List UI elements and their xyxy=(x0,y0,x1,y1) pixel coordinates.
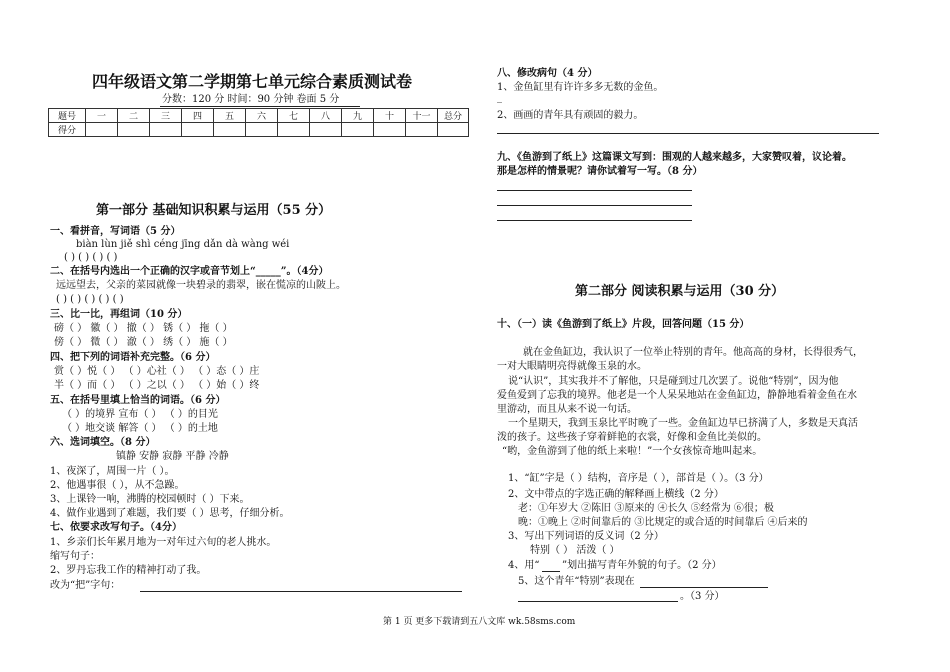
q3-row1: 磅（ ） 徽（ ） 撤（ ） 锈（ ） 拖（ ） xyxy=(54,323,233,334)
passage-line: 一对大眼睛明亮得就像玉泉的水。 xyxy=(497,361,647,372)
q5-row1: （ ）的境界 宣布（ ） （ ）的目光 xyxy=(62,409,218,420)
read-q5: 5、这个青年“特别”表现在 xyxy=(518,576,635,587)
read-q4-post: ”划出描写青年外貌的句子。（2 分） xyxy=(562,560,722,571)
passage-line: 就在金鱼缸边，我认识了一位举止特别的青年。他高高的身材，长得很秀气， xyxy=(523,347,863,358)
score-col: 九 xyxy=(342,109,374,123)
q6-title: 六、选词填空。（8 分） xyxy=(50,437,156,448)
q1-title: 一、看拼音，写词语（5 分） xyxy=(50,226,181,237)
q8-answer-line[interactable] xyxy=(497,133,879,134)
score-col-total: 总分 xyxy=(438,109,469,123)
subtitle: 分数：120 分 时间：90 分钟 卷面 5 分 xyxy=(162,94,340,105)
score-cell[interactable] xyxy=(310,123,342,137)
q6-s4: 4、做作业遇到了难题，我们要（ ）思考，仔细分析。 xyxy=(50,508,290,519)
q7-s2-task: 改为“把”字句： xyxy=(50,580,121,591)
score-table-score-row xyxy=(49,123,469,137)
passage-line: 里游动，而且从来不说一句话。 xyxy=(497,404,637,415)
q1-blanks: ( ) ( ) ( ) ( ) xyxy=(64,252,118,263)
q9-title-line2: 那是怎样的情景呢？请你试着写一写。（8 分） xyxy=(497,166,703,177)
q9-answer-line[interactable] xyxy=(497,205,692,206)
read-q5-end: 。（3 分） xyxy=(680,591,725,602)
score-col: 二 xyxy=(118,109,150,123)
passage-line: 泼的孩子。这些孩子穿着鲜艳的衣裳，好像和金鱼比美似的。 xyxy=(497,432,767,443)
score-col: 三 xyxy=(150,109,182,123)
q2-title: 二、在括号内选出一个正确的汉字或音节划上“_____”。（4分） xyxy=(50,266,329,277)
score-cell[interactable] xyxy=(374,123,406,137)
score-cell[interactable] xyxy=(86,123,118,137)
read-q2-line2: 晚：①晚上 ②时间靠后的 ③比规定的或合适的时间靠后 ④后来的 xyxy=(518,517,808,528)
passage-line: 说“认识”，其实我并不了解他，只是碰到过几次罢了。说他“特别”，因为他 xyxy=(508,376,839,387)
passage-line: 一个星期天，我到玉泉比平时晚了一些。金鱼缸边早已挤满了人，多数是天真活 xyxy=(508,418,858,429)
score-col: 一 xyxy=(86,109,118,123)
q4-title: 四、把下列的词语补充完整。（6 分） xyxy=(50,352,216,363)
q8-s2: 2、画画的青年具有顽固的毅力。 xyxy=(497,110,644,121)
q3-title: 三、比一比，再组词（10 分） xyxy=(50,309,188,320)
q6-words: 镇静 安静 寂静 平静 冷静 xyxy=(116,451,229,462)
score-cell[interactable] xyxy=(342,123,374,137)
score-table-header-label: 题号 xyxy=(49,109,86,123)
q3-row2: 傍（ ） 微（ ） 澈（ ） 绣（ ） 施（ ） xyxy=(54,337,233,348)
q2-text: 远远望去，父亲的菜园就像一块碧录的翡翠，嵌在慌凉的山陂上。 xyxy=(56,280,346,291)
q6-s2: 2、他遇事很（ ），从不急躁。 xyxy=(50,480,185,491)
score-col: 四 xyxy=(182,109,214,123)
q4-row2: 半（ ）而（ ） （ ）之以（ ） （ ）始（ ）终 xyxy=(54,380,260,391)
score-col: 十 xyxy=(374,109,406,123)
q7-s2: 2、罗丹忘我工作的精神打动了我。 xyxy=(50,565,207,576)
q9-answer-line[interactable] xyxy=(497,190,692,191)
page-title: 四年级语文第二学期第七单元综合素质测试卷 xyxy=(92,72,413,91)
q2-blanks: ( ) ( ) ( ) ( ) ( ) xyxy=(56,294,124,305)
read-q3-line1: 特别（ ） 活泼（ ） xyxy=(530,545,620,556)
passage-line: “哟，金鱼游到了他的纸上来啦！”一个女孩惊奇地叫起来。 xyxy=(502,446,763,457)
read-q5-answer-line[interactable] xyxy=(640,587,768,588)
q10-title: 十、（一）读《鱼游到了纸上》片段，回答问题（15 分） xyxy=(497,319,750,330)
score-col: 十一 xyxy=(406,109,438,123)
q5-title: 五、在括号里填上恰当的词语。（6 分） xyxy=(50,395,226,406)
part2-heading: 第二部分 阅读积累与运用（30 分） xyxy=(575,284,785,299)
score-cell[interactable] xyxy=(406,123,438,137)
q6-s3: 3、上课铃一响，沸腾的校园顿时（ ）下来。 xyxy=(50,494,250,505)
q8-s1-mark: _ xyxy=(497,92,502,103)
q9-title-line1: 九、《鱼游到了纸上》这篇课文写到：围观的人越来越多，大家赞叹着，议论着。 xyxy=(497,152,852,163)
score-cell[interactable] xyxy=(438,123,469,137)
q6-s1: 1、夜深了，周围一片（ ）。 xyxy=(50,466,175,477)
score-cell[interactable] xyxy=(214,123,246,137)
read-q2-line1: 老：①年岁大 ②陈旧 ③原来的 ④长久 ⑤经常为 ⑥很；极 xyxy=(518,503,774,514)
read-q2: 2、文中带点的字选正确的解释画上横线（2 分） xyxy=(508,489,724,500)
passage-line: 爱鱼爱到了忘我的境界。他老是一个人呆呆地站在金鱼缸边，静静地看着金鱼在水 xyxy=(497,390,857,401)
read-q3: 3、写出下列词语的反义词（2 分） xyxy=(508,531,664,542)
read-q4-underline-sample xyxy=(542,571,560,572)
score-cell[interactable] xyxy=(182,123,214,137)
score-cell[interactable] xyxy=(150,123,182,137)
score-col: 八 xyxy=(310,109,342,123)
score-cell[interactable] xyxy=(246,123,278,137)
q4-row1: 赏（ ）悦（ ） （ ）心社（ ） （ ）态（ ）庄 xyxy=(54,366,260,377)
q7-answer-line[interactable] xyxy=(140,591,462,592)
q7-title: 七、依要求改写句子。（4分） xyxy=(50,522,182,533)
read-q4-pre: 4、用“ xyxy=(508,560,540,571)
q8-s1: 1、金鱼缸里有许许多多无数的金鱼。 xyxy=(497,82,664,93)
score-table-score-label: 得分 xyxy=(49,123,86,137)
read-q1: 1、“缸”字是（ ）结构，音序是（ ），部首是（ ）。（3 分） xyxy=(508,473,769,484)
q7-s1-task: 缩写句子： xyxy=(50,551,100,562)
score-table-header-row xyxy=(49,109,469,123)
footer: 第 1 页 更多下载请到五八文库 wk.58sms.com xyxy=(383,617,576,627)
score-col: 五 xyxy=(214,109,246,123)
q7-s1: 1、乡亲们长年累月地为一对年过六旬的老人挑水。 xyxy=(50,537,277,548)
score-cell[interactable] xyxy=(278,123,310,137)
score-table xyxy=(48,108,469,137)
q9-answer-line[interactable] xyxy=(497,220,692,221)
score-col: 六 xyxy=(246,109,278,123)
q8-title: 八、修改病句（4 分） xyxy=(497,68,598,79)
score-cell[interactable] xyxy=(118,123,150,137)
read-q5-answer-line2[interactable] xyxy=(518,601,678,602)
q5-row2: （ ）地交谈 解答（ ） （ ）的土地 xyxy=(62,423,218,434)
part1-heading: 第一部分 基础知识积累与运用（55 分） xyxy=(96,203,332,218)
score-col: 七 xyxy=(278,109,310,123)
q1-pinyin: biàn lùn jiě shì céng jīng dǎn dà wàng wéi xyxy=(76,239,290,250)
